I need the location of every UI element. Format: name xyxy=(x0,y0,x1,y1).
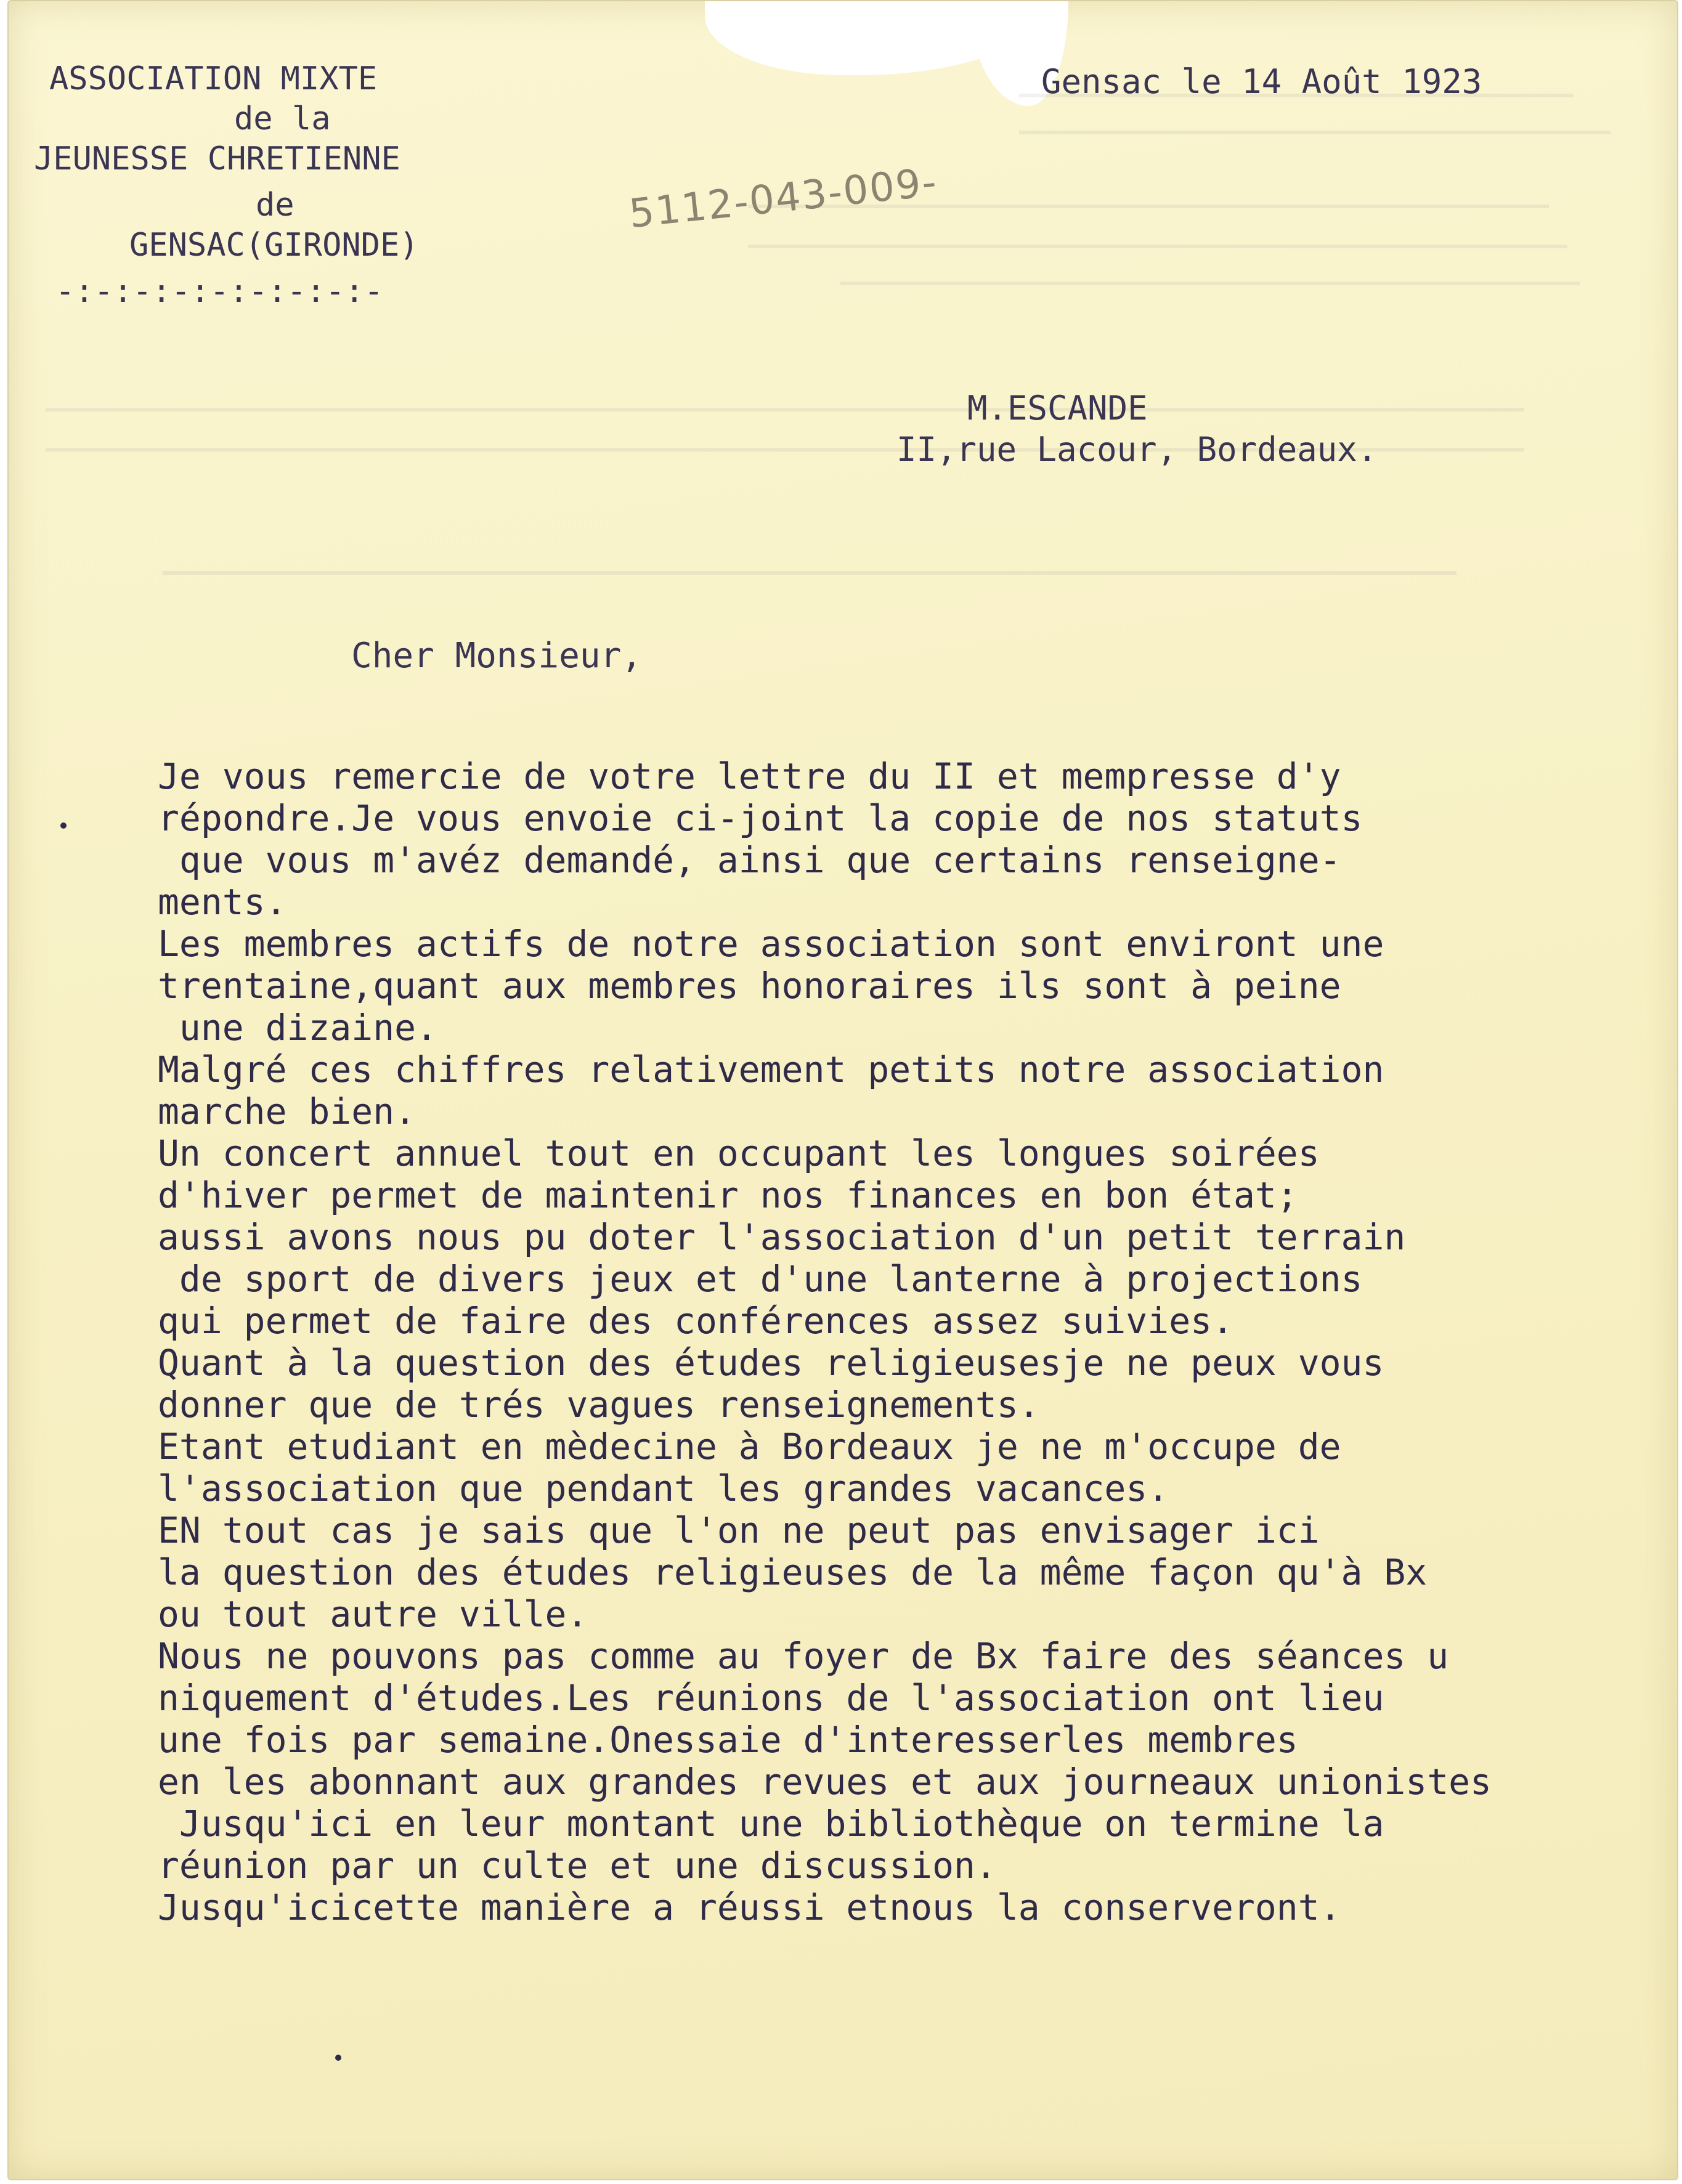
body-line: répondre.Je vous envoie ci-joint la copie de nos statuts xyxy=(158,797,1363,839)
recipient-name: M.ESCANDE xyxy=(967,389,1148,428)
body-line: Les membres actifs de notre association sont environt une xyxy=(158,923,1384,965)
body-line: donner que de trés vagues renseignements. xyxy=(158,1384,1040,1426)
body-line: de sport de divers jeux et d'une lanterne à projections xyxy=(158,1258,1363,1300)
body-line: Jusqu'icicette manière a réussi etnous la conserveront. xyxy=(158,1886,1341,1928)
body-line: EN tout cas je sais que l'on ne peut pas envisager ici xyxy=(158,1509,1320,1551)
archive-reference: 5112-043-009- xyxy=(627,159,940,238)
body-line: en les abonnant aux grandes revues et aux journeaux unionistes xyxy=(158,1761,1492,1803)
body-line: niquement d'études.Les réunions de l'association ont lieu xyxy=(158,1677,1384,1719)
body-line: marche bien. xyxy=(158,1090,416,1132)
body-line: l'association que pendant les grandes vacances. xyxy=(158,1468,1169,1509)
body-line: une fois par semaine.Onessaie d'interesserles membres xyxy=(158,1719,1298,1761)
sender-line-3: JEUNESSE CHRETIENNE xyxy=(34,140,400,177)
sender-line-1: ASSOCIATION MIXTE xyxy=(49,60,378,97)
body-line: Malgré ces chiffres relativement petits notre association xyxy=(158,1049,1384,1090)
body-line: qui permet de faire des conférences assez suivies. xyxy=(158,1300,1233,1342)
sender-line-2: de la xyxy=(234,100,331,137)
body-line: aussi avons nous pu doter l'association d'un petit terrain xyxy=(158,1216,1406,1258)
body-line: la question des études religieuses de la même façon qu'à Bx xyxy=(158,1551,1428,1593)
body-line: Nous ne pouvons pas comme au foyer de Bx faire des séances u xyxy=(158,1635,1449,1677)
body-line: Jusqu'ici en leur montant une bibliothèque on termine la xyxy=(158,1803,1384,1845)
sender-line-4: de xyxy=(256,187,295,224)
sender-divider: -:-:-:-:-:-:-:-:- xyxy=(55,273,384,310)
body-line: Je vous remercie de votre lettre du II et mempresse d'y xyxy=(158,755,1341,797)
body-line: d'hiver permet de maintenir nos finances en bon état; xyxy=(158,1174,1298,1216)
ink-dot xyxy=(60,822,67,829)
body-line: trentaine,quant aux membres honoraires ils sont à peine xyxy=(158,965,1341,1007)
recipient-address: II,rue Lacour, Bordeaux. xyxy=(896,430,1378,469)
salutation: Cher Monsieur, xyxy=(351,636,643,676)
sender-line-5: GENSAC(GIRONDE) xyxy=(129,227,419,264)
body-line: réunion par un culte et une discussion. xyxy=(158,1845,997,1886)
body-line: Un concert annuel tout en occupant les longues soirées xyxy=(158,1132,1320,1174)
body-line: ou tout autre ville. xyxy=(158,1593,588,1635)
body-line: une dizaine. xyxy=(158,1007,437,1049)
body-line: Etant etudiant en mèdecine à Bordeaux je ne m'occupe de xyxy=(158,1426,1341,1468)
dateline: Gensac le 14 Août 1923 xyxy=(1041,62,1482,101)
body-line: ments. xyxy=(158,881,287,923)
body-line: Quant à la question des études religieusesje ne peux vous xyxy=(158,1342,1384,1384)
body-line: que vous m'avéz demandé, ainsi que certains renseigne- xyxy=(158,839,1341,881)
ink-dot xyxy=(335,2055,341,2061)
